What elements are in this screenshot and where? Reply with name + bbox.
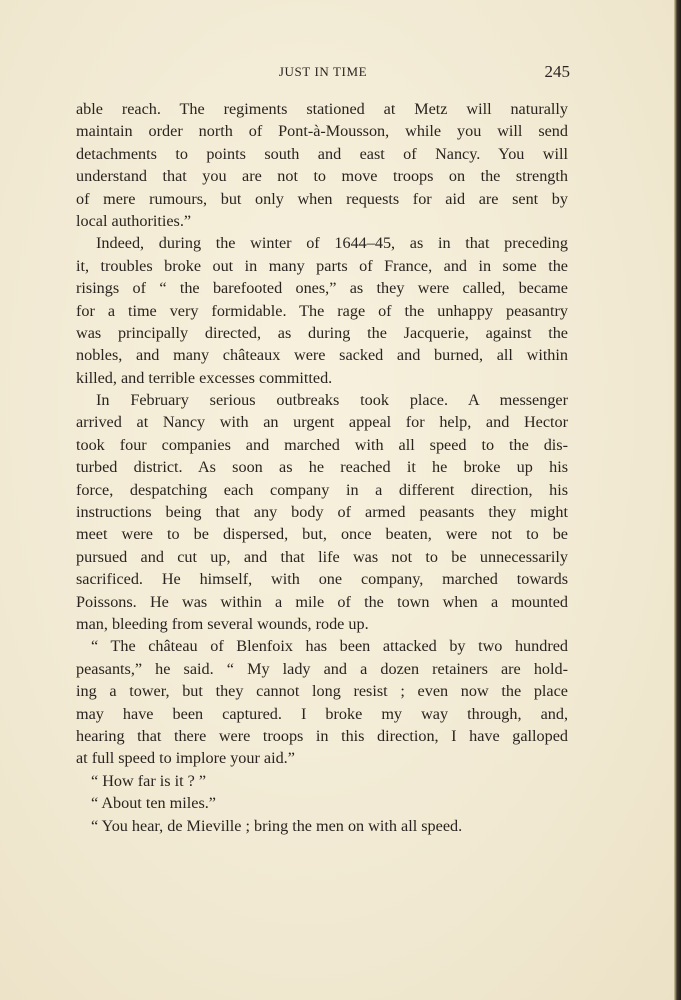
text-line: of mere rumours, but only when requests for aid are sent by: [76, 189, 568, 208]
text-line: instructions being that any body of armed peasants they might: [76, 503, 568, 522]
text-line: “ You hear, de Mieville ; bring the men on with all speed.: [91, 816, 463, 835]
text-line: man, bleeding from several wounds, rode up.: [76, 614, 369, 633]
text-line: at full speed to implore your aid.”: [76, 749, 295, 768]
text-line: force, despatching each company in a different direction, his: [76, 480, 568, 499]
text-line: was principally directed, as during the Jacquerie, against the: [76, 323, 568, 342]
text-line: risings of “ the barefooted ones,” as they were called, became: [76, 279, 568, 298]
text-line: detachments to points south and east of Nancy. You will: [76, 144, 568, 163]
text-line: took four companies and marched with all speed to the dis-: [76, 435, 568, 454]
body-text: [76, 98, 568, 837]
text-line: able reach. The regiments stationed at Metz will naturally: [76, 100, 568, 118]
text-line: turbed district. As soon as he reached it he broke up his: [76, 458, 568, 477]
text-line: hearing that there were troops in this direction, I have galloped: [76, 726, 568, 745]
text-line: arrived at Nancy with an urgent appeal for help, and Hector: [76, 413, 568, 432]
text-line: “ About ten miles.”: [91, 794, 216, 813]
text-line: “ How far is it ? ”: [91, 771, 207, 790]
text-line: ing a tower, but they cannot long resist ; even now the place: [76, 682, 568, 701]
text-line: Poissons. He was within a mile of the town when a mounted: [76, 592, 568, 611]
text-line: may have been captured. I broke my way through, and,: [76, 704, 568, 723]
text-line: Indeed, during the winter of 1644–45, as in that preceding: [96, 234, 568, 253]
text-line: nobles, and many châteaux were sacked and burned, all within: [76, 346, 568, 365]
text-line: maintain order north of Pont-à-Mousson, while you will send: [76, 122, 568, 141]
running-title: JUST IN TIME: [278, 64, 368, 79]
page-edge-shadow: [674, 0, 681, 1000]
text-line: meet were to be dispersed, but, once beaten, were not to be: [76, 525, 568, 544]
text-line: understand that you are not to move troops on the strength: [76, 167, 568, 186]
text-line: pursued and cut up, and that life was not to be unnecessarily: [76, 547, 568, 566]
running-head: [76, 62, 570, 84]
text-line: killed, and terrible excesses committed.: [76, 368, 333, 387]
page-number: 245: [544, 62, 570, 81]
text-line: In February serious outbreaks took place. A messenger: [96, 391, 568, 410]
text-line: it, troubles broke out in many parts of France, and in some the: [76, 256, 568, 275]
text-line: sacrificed. He himself, with one company, marched towards: [76, 570, 568, 589]
text-line: local authorities.”: [76, 211, 192, 230]
text-line: peasants,” he said. “ My lady and a dozen retainers are hold-: [76, 659, 568, 678]
text-line: “ The château of Blenfoix has been attacked by two hundred: [91, 637, 568, 656]
text-line: for a time very formidable. The rage of the unhappy peasantry: [76, 301, 568, 320]
